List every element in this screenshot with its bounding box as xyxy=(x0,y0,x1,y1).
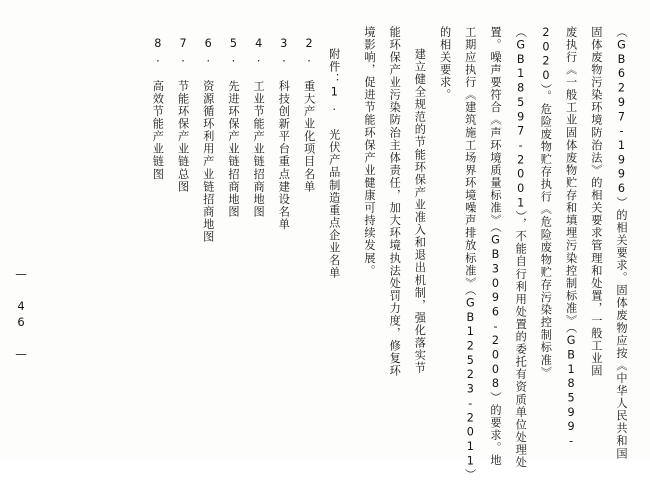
attachment-list-item: 4. 工业节能产业链招商地图 xyxy=(252,37,266,219)
attachment-list-item: 附件：1. 光伏产品制造重点企业名单 xyxy=(327,48,341,280)
text-column: （GB6297-1996）的相关要求。固体废物应按《中华人民共和国 xyxy=(615,26,628,460)
page-number: — 46 — xyxy=(14,267,28,363)
text-column: 建立健全规范的节能环保产业准入和退出机制，强化落实节 xyxy=(413,48,427,375)
column-gap xyxy=(347,26,357,441)
attachment-list-item: 8. 高效节能产业链图 xyxy=(151,37,165,181)
attachment-list-item: 6. 资源循环利用产业链招商地图 xyxy=(201,37,215,244)
text-column: （GB18597-2001），不能自行利用处置的委托有资质单位处理处 xyxy=(514,26,528,469)
text-column: 2020）。危险废物贮存执行《危险废物贮存污染控制标准》 xyxy=(539,26,553,379)
attachment-list-item: 3. 科技创新平台重点建设名单 xyxy=(277,37,291,231)
text-column: 置。噪声要符合《声环境质量标准》（GB3096-2008）的要求。地 xyxy=(488,26,502,467)
attachment-list-item: 5. 先进环保产业链招商地图 xyxy=(226,37,240,219)
attachment-list-item: 2. 重大产业化项目名单 xyxy=(302,37,316,193)
text-column: 境影响，促进节能环保产业健康可持续发展。 xyxy=(362,26,376,277)
text-column: 工期应执行《建筑施工场界环境噪声排放标准》（GB12523-2011） xyxy=(463,26,477,481)
text-column: 能环保产业污染防治主体责任，加大环境执法处罚力度，修复环 xyxy=(388,26,402,378)
attachment-list-item: 7. 节能环保产业链总图 xyxy=(176,37,190,193)
text-column: 废执行《一般工业固体废物贮存和填埋污染控制标准》（GB18599- xyxy=(564,26,578,449)
text-column: 的相关要求。 xyxy=(438,26,452,102)
text-column: 固体废物污染环境防治法》的相关要求管理和处置，一般工业固 xyxy=(589,26,603,378)
